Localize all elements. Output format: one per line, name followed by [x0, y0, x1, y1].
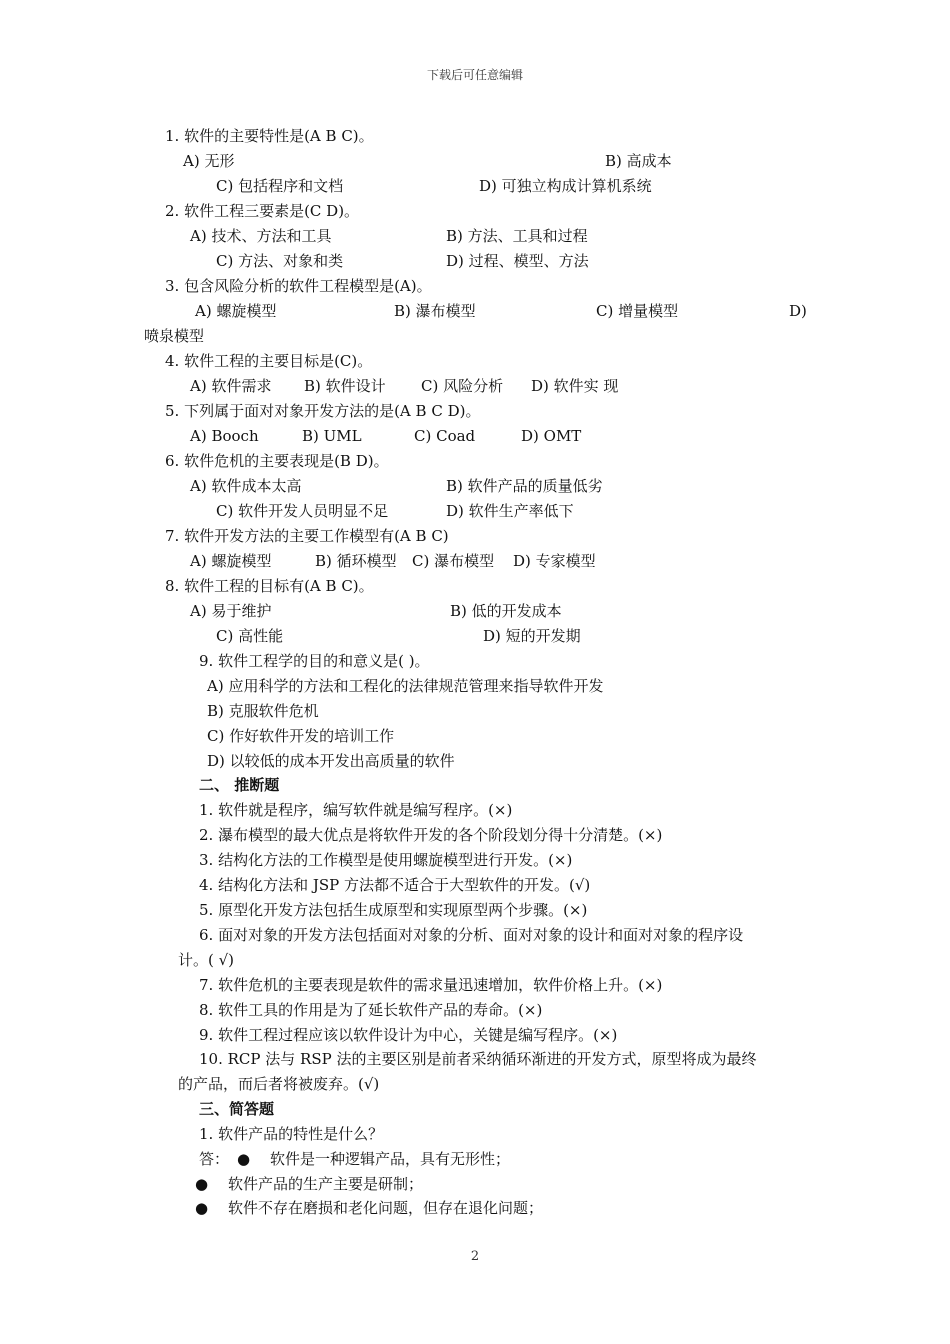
- bullet-icon: ●: [195, 1175, 209, 1193]
- tf-item-10-cont: 的产品，而后者将被废弃。(√): [178, 1075, 380, 1093]
- q7-option-d: D) 专家模型: [513, 552, 596, 570]
- q1-option-b: B) 高成本: [605, 152, 672, 170]
- q1-option-d: D) 可独立构成计算机系统: [479, 177, 652, 195]
- q4-option-a: A) 软件需求: [190, 377, 272, 395]
- q8-option-b: B) 低的开发成本: [450, 602, 562, 620]
- question-5: 5. 下列属于面对对象开发方法的是(A B C D)。: [165, 402, 481, 420]
- bullet-icon: ●: [237, 1150, 251, 1168]
- q4-option-b: B) 软件设计: [304, 377, 386, 395]
- q5-option-c: C) Coad: [414, 427, 476, 445]
- q1-option-a: A) 无形: [183, 152, 235, 170]
- q6-option-a: A) 软件成本太高: [190, 477, 302, 495]
- q3-option-b: B) 瀑布模型: [394, 302, 476, 320]
- tf-item-5: 5. 原型化开发方法包括生成原型和实现原型两个步骤。(×): [199, 901, 588, 919]
- question-1: 1. 软件的主要特性是(A B C)。: [165, 127, 374, 145]
- q7-option-b: B) 循环模型: [315, 552, 397, 570]
- tf-item-10: 10. RCP 法与 RSP 法的主要区别是前者采纳循环渐进的开发方式，原型将成为最终: [199, 1050, 757, 1068]
- q2-option-a: A) 技术、方法和工具: [190, 227, 332, 245]
- q3-option-c: C) 增量模型: [596, 302, 679, 320]
- q8-option-d: D) 短的开发期: [483, 627, 581, 645]
- answer-point-1: 软件是一种逻辑产品，具有无形性；: [270, 1150, 511, 1168]
- answer-point-2: 软件产品的生产主要是研制；: [228, 1175, 424, 1193]
- page-number: 2: [470, 1249, 480, 1264]
- question-6: 6. 软件危机的主要表现是(B D)。: [165, 452, 389, 470]
- question-9: 9. 软件工程学的目的和意义是( )。: [199, 652, 430, 670]
- question-4: 4. 软件工程的主要目标是(C)。: [165, 352, 373, 370]
- question-8: 8. 软件工程的目标有(A B C)。: [165, 577, 374, 595]
- bullet-icon: ●: [195, 1199, 209, 1217]
- q7-option-c: C) 瀑布模型: [412, 552, 495, 570]
- q9-option-a: A) 应用科学的方法和工程化的法律规范管理来指导软件开发: [207, 677, 604, 695]
- answer-point-3: 软件不存在磨损和老化问题，但存在退化问题；: [228, 1199, 544, 1217]
- q9-option-c: C) 作好软件开发的培训工作: [207, 727, 395, 745]
- tf-item-6: 6. 面对对象的开发方法包括面对对象的分析、面对对象的设计和面对对象的程序设: [199, 926, 744, 944]
- short-answer-1: 1. 软件产品的特性是什么？: [199, 1125, 384, 1143]
- q9-option-d: D) 以较低的成本开发出高质量的软件: [207, 752, 455, 770]
- tf-item-6-cont: 计。( √): [178, 951, 235, 969]
- q9-option-b: B) 克服软件危机: [207, 702, 319, 720]
- tf-item-3: 3. 结构化方法的工作模型是使用螺旋模型进行开发。(×): [199, 851, 573, 869]
- q2-option-c: C) 方法、对象和类: [216, 252, 344, 270]
- tf-item-2: 2. 瀑布模型的最大优点是将软件开发的各个阶段划分得十分清楚。(×): [199, 826, 663, 844]
- q1-option-c: C) 包括程序和文档: [216, 177, 344, 195]
- q8-option-c: C) 高性能: [216, 627, 284, 645]
- q2-option-b: B) 方法、工具和过程: [446, 227, 588, 245]
- q3-option-d: D): [789, 302, 807, 320]
- question-7: 7. 软件开发方法的主要工作模型有(A B C): [165, 527, 449, 545]
- q5-option-b: B) UML: [302, 427, 362, 445]
- answer-label: 答：: [199, 1150, 230, 1168]
- q8-option-a: A) 易于维护: [190, 602, 272, 620]
- section-3-heading: 三、简答题: [199, 1100, 275, 1118]
- page-header: 下载后可任意编辑: [426, 68, 523, 82]
- q6-option-c: C) 软件开发人员明显不足: [216, 502, 389, 520]
- q4-option-c: C) 风险分析: [421, 377, 504, 395]
- q6-option-d: D) 软件生产率低下: [446, 502, 574, 520]
- q5-option-a: A) Booch: [190, 427, 259, 445]
- q2-option-d: D) 过程、模型、方法: [446, 252, 589, 270]
- tf-item-9: 9. 软件工程过程应该以软件设计为中心，关键是编写程序。(×): [199, 1026, 618, 1044]
- section-2-heading: 二、 推断题: [199, 776, 280, 794]
- tf-item-1: 1. 软件就是程序，编写软件就是编写程序。(×): [199, 801, 513, 819]
- question-2: 2. 软件工程三要素是(C D)。: [165, 202, 360, 220]
- q4-option-d: D) 软件实 现: [531, 377, 619, 395]
- question-3: 3. 包含风险分析的软件工程模型是(A)。: [165, 277, 432, 295]
- q3-option-d-text: 喷泉模型: [144, 327, 205, 345]
- q6-option-b: B) 软件产品的质量低劣: [446, 477, 603, 495]
- q7-option-a: A) 螺旋模型: [190, 552, 272, 570]
- tf-item-8: 8. 软件工具的作用是为了延长软件产品的寿命。(×): [199, 1001, 543, 1019]
- q5-option-d: D) OMT: [521, 427, 582, 445]
- tf-item-4: 4. 结构化方法和 JSP 方法都不适合于大型软件的开发。(√): [199, 876, 591, 894]
- q3-option-a: A) 螺旋模型: [195, 302, 277, 320]
- tf-item-7: 7. 软件危机的主要表现是软件的需求量迅速增加，软件价格上升。(×): [199, 976, 663, 994]
